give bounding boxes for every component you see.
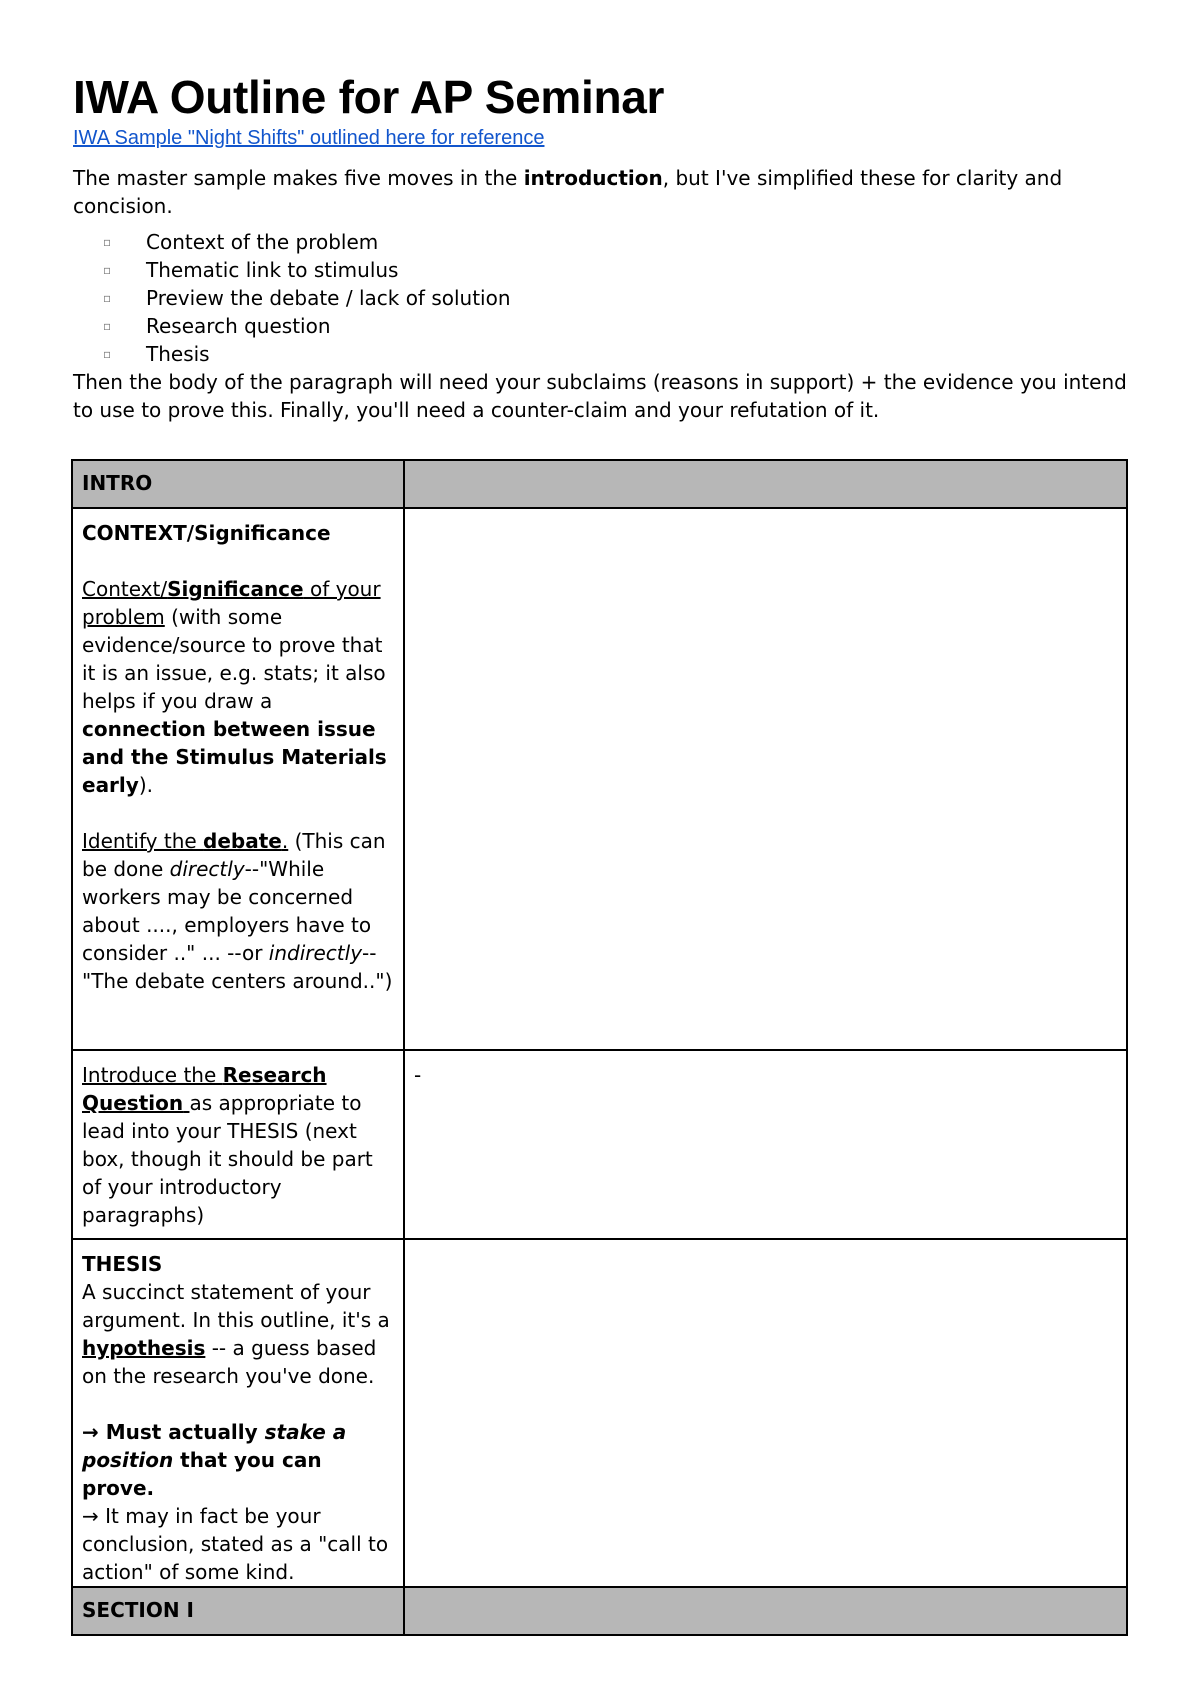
- thesis-stake-position: stake a position: [82, 1420, 347, 1472]
- section-header-row: [72, 1587, 1127, 1635]
- context-bold-text: connection between issue and the Stimulus Materials early: [82, 717, 387, 797]
- research-question-prompt-cell: [72, 1050, 404, 1239]
- thesis-text-3: → It may in fact be your conclusion, stated as a "call to action" of some kind.: [82, 1504, 389, 1584]
- bullet-icon: ▫: [103, 262, 112, 277]
- bullet-icon: ▫: [103, 318, 112, 333]
- thesis-text-1: A succinct statement of your argument. In this outline, it's a: [82, 1280, 390, 1332]
- bullet-icon: ▫: [103, 290, 112, 305]
- intro-text-start: The master sample makes five moves in the: [73, 165, 524, 190]
- page-title: IWA Outline for AP Seminar: [73, 71, 665, 123]
- debate-keyword: debate: [203, 829, 282, 853]
- context-underlined-end: of your problem: [82, 577, 381, 629]
- debate-underlined-end: .: [281, 829, 289, 853]
- thesis-answer-cell[interactable]: [404, 1239, 1127, 1587]
- debate-text-3: --"The debate centers around.."): [82, 941, 393, 993]
- context-heading: CONTEXT/Significance: [82, 521, 331, 545]
- intro-header-right-cell: [404, 460, 1127, 508]
- body-paragraph: Then the body of the paragraph will need your subclaims (reasons in support) + the evidence you intend to use to prove this. Finally, you'll need a counter-claim and your refutation of it.: [73, 369, 1127, 422]
- section-header-cell: SECTION I: [72, 1587, 404, 1635]
- research-question-answer-cell[interactable]: [404, 1050, 1127, 1239]
- list-item-label: Preview the debate / lack of solution: [146, 285, 511, 310]
- debate-text-2: --"While workers may be concerned about ...., employers have to consider .." ... --or: [82, 857, 372, 965]
- bullet-icon: ▫: [103, 234, 112, 249]
- list-item: [73, 228, 1133, 256]
- rq-dash-mark: -: [414, 1063, 422, 1087]
- document-page: [73, 72, 1133, 424]
- thesis-prompt-cell: [72, 1239, 404, 1587]
- list-item: [73, 312, 1133, 340]
- bullet-icon: ▫: [103, 346, 112, 361]
- thesis-heading: THESIS: [82, 1252, 163, 1276]
- thesis-row: [72, 1239, 1127, 1587]
- thesis-hypothesis: hypothesis: [82, 1336, 206, 1360]
- list-item: [73, 340, 1133, 368]
- intro-header-cell: INTRO: [72, 460, 404, 508]
- context-row: [72, 508, 1127, 1050]
- list-item-label: Research question: [146, 313, 331, 338]
- debate-text-1: (This can be done: [82, 829, 386, 881]
- thesis-bold-2: that you can prove.: [82, 1448, 322, 1500]
- thesis-text-2: -- a guess based on the research you've done.: [82, 1336, 377, 1388]
- intro-text-bold: introduction: [523, 165, 663, 190]
- list-item-label: Thematic link to stimulus: [146, 257, 399, 282]
- moves-list: [73, 228, 1133, 368]
- list-item-label: Context of the problem: [146, 229, 379, 254]
- section-header-right-cell: [404, 1587, 1127, 1635]
- intro-text-end: , but I've simplified these for clarity and concision.: [73, 165, 1063, 218]
- debate-indirectly: indirectly: [268, 941, 363, 965]
- rq-underlined-start: Introduce the: [82, 1063, 223, 1087]
- list-item: [73, 284, 1133, 312]
- list-item-label: Thesis: [146, 341, 210, 366]
- context-prompt-cell: [72, 508, 404, 1050]
- intro-header-row: [72, 460, 1127, 508]
- intro-paragraph: [73, 164, 1133, 220]
- debate-underlined-start: Identify the: [82, 829, 204, 853]
- reference-link[interactable]: IWA Sample "Night Shifts" outlined here for reference: [73, 126, 545, 149]
- rq-keyword: Research Question: [82, 1063, 327, 1115]
- context-underlined-start: Context/: [82, 577, 168, 601]
- outline-table: [71, 459, 1128, 1636]
- research-question-row: [72, 1050, 1127, 1239]
- debate-directly: directly: [169, 857, 245, 881]
- context-text: (with some evidence/source to prove that it is an issue, e.g. stats; it also helps if you draw a: [82, 605, 386, 713]
- list-item: [73, 256, 1133, 284]
- context-text-end: ).: [138, 773, 153, 797]
- context-answer-cell[interactable]: [404, 508, 1127, 1050]
- context-significance: Significance: [167, 577, 304, 601]
- thesis-bold-1: → Must actually: [82, 1420, 265, 1444]
- rq-text: as appropriate to lead into your THESIS (next box, though it should be part of your introductory paragraphs): [82, 1091, 373, 1227]
